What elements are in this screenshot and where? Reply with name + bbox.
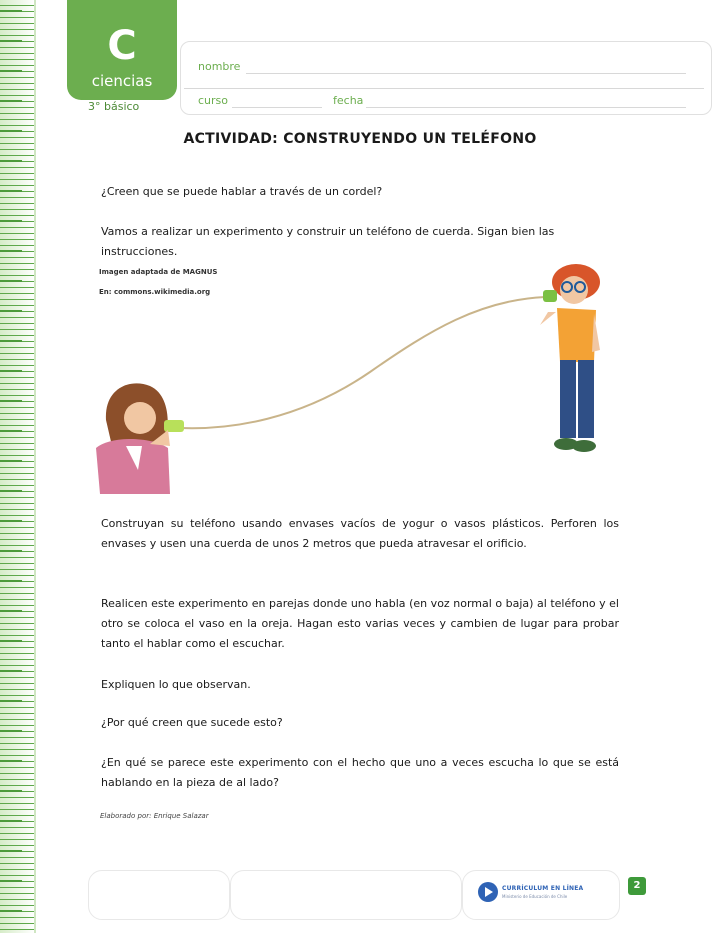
experiment-paragraph: Realicen este experimento en parejas donde uno habla (en voz normal o baja) al teléfono y el otro se coloca el vaso en la oreja. Hagan esto varias veces y cambien de lugar para probar tanto el hablar como el escuchar.	[101, 597, 619, 650]
girl-figure	[96, 383, 184, 494]
why-prompt: ¿Por qué creen que sucede esto?	[101, 716, 283, 729]
logo-text: CURRÍCULUM EN LÍNEA	[502, 885, 584, 892]
grade-label: 3° básico	[88, 100, 140, 113]
build-paragraph: Construyan su teléfono usando envases vacíos de yogur o vasos plásticos. Perforen los envases y usen una cuerda de unos 2 metros que pueda atravesar el orificio.	[101, 517, 619, 550]
play-icon	[478, 882, 498, 902]
image-credit-1: Imagen adaptada de MAGNUS	[99, 268, 218, 276]
logo-subtext: Ministerio de Educación de Chile	[502, 894, 568, 899]
boy-cup	[543, 290, 557, 302]
footer-tab-middle	[230, 870, 462, 920]
page-number-badge: 2	[628, 877, 646, 895]
badge-subject: ciencias	[91, 72, 153, 90]
footer-tab-left	[88, 870, 230, 920]
course-label: curso	[198, 94, 229, 107]
page-title: ACTIVIDAD: CONSTRUYENDO UN TELÉFONO	[183, 131, 537, 147]
date-label: fecha	[333, 94, 364, 107]
curriculum-logo	[478, 880, 598, 906]
telephone-string	[180, 297, 545, 428]
compare-prompt: ¿En qué se parece este experimento con el hecho que uno a veces escucha lo que se está hablando en la pieza de al lado?	[101, 756, 619, 789]
author-credit: Elaborado por: Enrique Salazar	[100, 812, 209, 820]
intro-question: ¿Creen que se puede hablar a través de un cordel?	[101, 185, 383, 198]
girl-cup	[164, 420, 184, 432]
boy-figure	[540, 264, 600, 452]
badge-letter: C	[107, 23, 137, 69]
explain-prompt: Expliquen lo que observan.	[101, 678, 251, 691]
image-credit-2: En: commons.wikimedia.org	[99, 288, 211, 296]
name-label: nombre	[198, 60, 241, 73]
instructions-text: Vamos a realizar un experimento y construir un teléfono de cuerda. Sigan bien las instrucciones.	[101, 225, 555, 258]
